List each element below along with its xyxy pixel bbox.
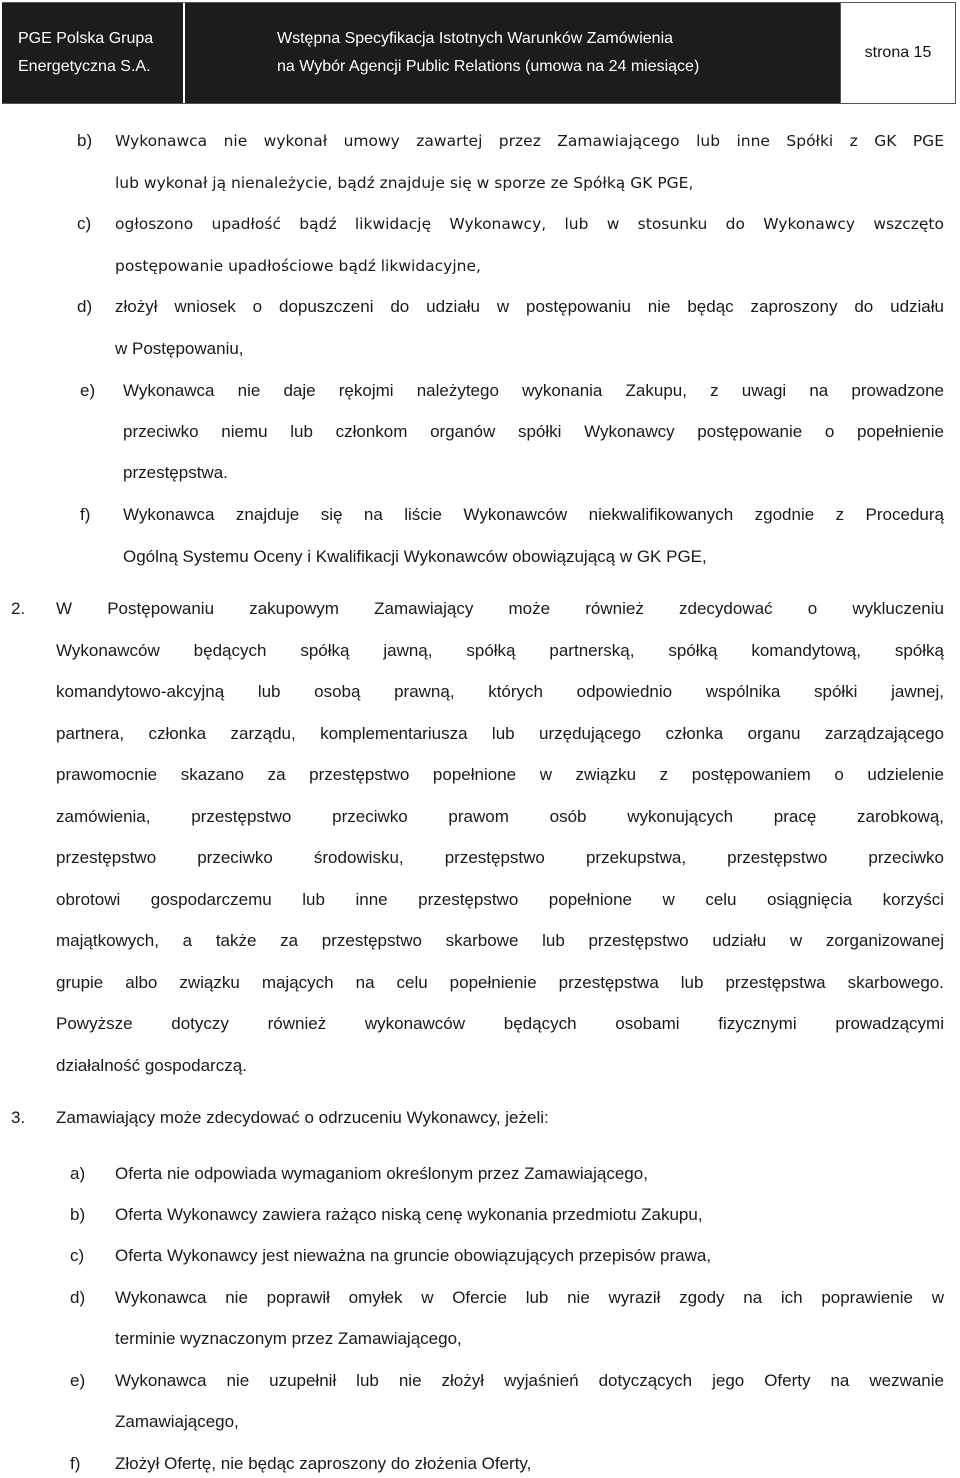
page-number: strona 15 <box>864 44 932 61</box>
list-item-line: Wykonawca znajduje się na liście Wykonawców niekwalifikowanych zgodnie z Procedurą <box>123 505 944 524</box>
list-item-line: Ogólną Systemu Oceny i Kwalifikacji Wykonawców obowiązującą w GK PGE, <box>123 547 707 566</box>
paragraph-line: zamówienia, przestępstwo przeciwko prawom osób wykonujących pracę zarobkową, <box>56 807 944 826</box>
list-item-line: Złożył Ofertę, nie będąc zaproszony do złożenia Oferty, <box>115 1454 532 1473</box>
document-title-line2: na Wybór Agencji Public Relations (umowa na 24 miesiące) <box>277 58 700 75</box>
list-item-line: przestępstwa. <box>123 463 228 482</box>
list-item-line: Wykonawca nie uzupełnił lub nie złożył wyjaśnień dotyczących jego Oferty na wezwanie <box>115 1371 944 1390</box>
paragraph-line: Wykonawców będących spółką jawną, spółką partnerską, spółką komandytową, spółką <box>56 641 944 660</box>
list-item-line: Oferta Wykonawcy jest nieważna na gruncie obowiązujących przepisów prawa, <box>115 1246 712 1265</box>
section-number: 3. <box>11 1108 26 1127</box>
company-name-cell <box>2 3 183 103</box>
list-item-line: przeciwko niemu lub członkom organów spółki Wykonawcy postępowanie o popełnienie <box>123 422 944 441</box>
section-number: 2. <box>11 599 26 618</box>
paragraph-line: partnera, członka zarządu, komplementariusza lub urzędującego członka organu zarządzającego <box>56 724 944 743</box>
list-item-line: ogłoszono upadłość bądź likwidację Wykonawcy, lub w stosunku do Wykonawcy wszczęto <box>115 215 944 233</box>
page-header <box>2 2 956 104</box>
list-item-label: e) <box>70 1371 86 1390</box>
paragraph-line: komandytowo-akcyjną lub osobą prawną, których odpowiednio wspólnika spółki jawnej, <box>56 682 944 701</box>
list-item-line: Oferta nie odpowiada wymaganiom określonym przez Zamawiającego, <box>115 1164 648 1183</box>
list-item-label: d) <box>70 1288 86 1307</box>
list-item-label: f) <box>70 1454 81 1473</box>
list-item-label: c) <box>77 214 92 233</box>
company-name-line1: PGE Polska Grupa <box>18 30 154 47</box>
list-item-line: lub wykonał ją nienależycie, bądź znajduje się w sporze ze Spółką GK PGE, <box>115 174 694 192</box>
paragraph-line: prawomocnie skazano za przestępstwo popełnione w związku z postępowaniem o udzielenie <box>56 765 944 784</box>
paragraph-line: działalność gospodarczą. <box>56 1056 247 1075</box>
list-item-label: d) <box>77 297 93 316</box>
paragraph-line: majątkowych, a także za przestępstwo skarbowe lub przestępstwo udziału w zorganizowanej <box>56 931 944 950</box>
list-item-line: Zamawiającego, <box>115 1412 239 1431</box>
section-intro: Zamawiający może zdecydować o odrzuceniu Wykonawcy, jeżeli: <box>56 1108 549 1127</box>
list-item-label: c) <box>70 1246 85 1265</box>
page-number-cell <box>840 3 956 103</box>
paragraph-line: przestępstwo przeciwko środowisku, przestępstwo przekupstwa, przestępstwo przeciwko <box>56 848 944 867</box>
list-item-label: b) <box>70 1205 86 1224</box>
list-item-line: Wykonawca nie poprawił omyłek w Ofercie lub nie wyraził zgody na ich poprawienie w <box>115 1288 944 1307</box>
list-item-line: postępowanie upadłościowe bądź likwidacyjne, <box>115 257 481 275</box>
list-item-line: w Postępowaniu, <box>115 339 244 358</box>
paragraph-line: Powyższe dotyczy również wykonawców będących osobami fizycznymi prowadzącymi <box>56 1014 944 1033</box>
list-item-label: e) <box>80 381 96 400</box>
paragraph-line: grupie albo związku mających na celu popełnienie przestępstwa lub przestępstwa skarbowego. <box>56 973 944 992</box>
list-item-label: b) <box>77 131 93 150</box>
company-name-line2: Energetyczna S.A. <box>18 58 151 75</box>
list-item-label: a) <box>70 1164 86 1183</box>
document-title-cell <box>183 3 840 103</box>
paragraph-line: obrotowi gospodarczemu lub inne przestępstwo popełnione w celu osiągnięcia korzyści <box>56 890 944 909</box>
list-item-line: złożył wniosek o dopuszczeni do udziału w postępowaniu nie będąc zaproszony do udziału <box>115 297 944 316</box>
list-item-label: f) <box>80 505 91 524</box>
list-item-line: Wykonawca nie wykonał umowy zawartej przez Zamawiającego lub inne Spółki z GK PGE <box>115 132 944 150</box>
list-item-line: terminie wyznaczonym przez Zamawiającego, <box>115 1329 462 1348</box>
paragraph-line: W Postępowaniu zakupowym Zamawiający może również zdecydować o wykluczeniu <box>56 599 944 618</box>
document-title-line1: Wstępna Specyfikacja Istotnych Warunków Zamówienia <box>277 30 674 47</box>
list-item-line: Oferta Wykonawcy zawiera rażąco niską cenę wykonania przedmiotu Zakupu, <box>115 1205 703 1224</box>
list-item-line: Wykonawca nie daje rękojmi należytego wykonania Zakupu, z uwagi na prowadzone <box>123 381 944 400</box>
